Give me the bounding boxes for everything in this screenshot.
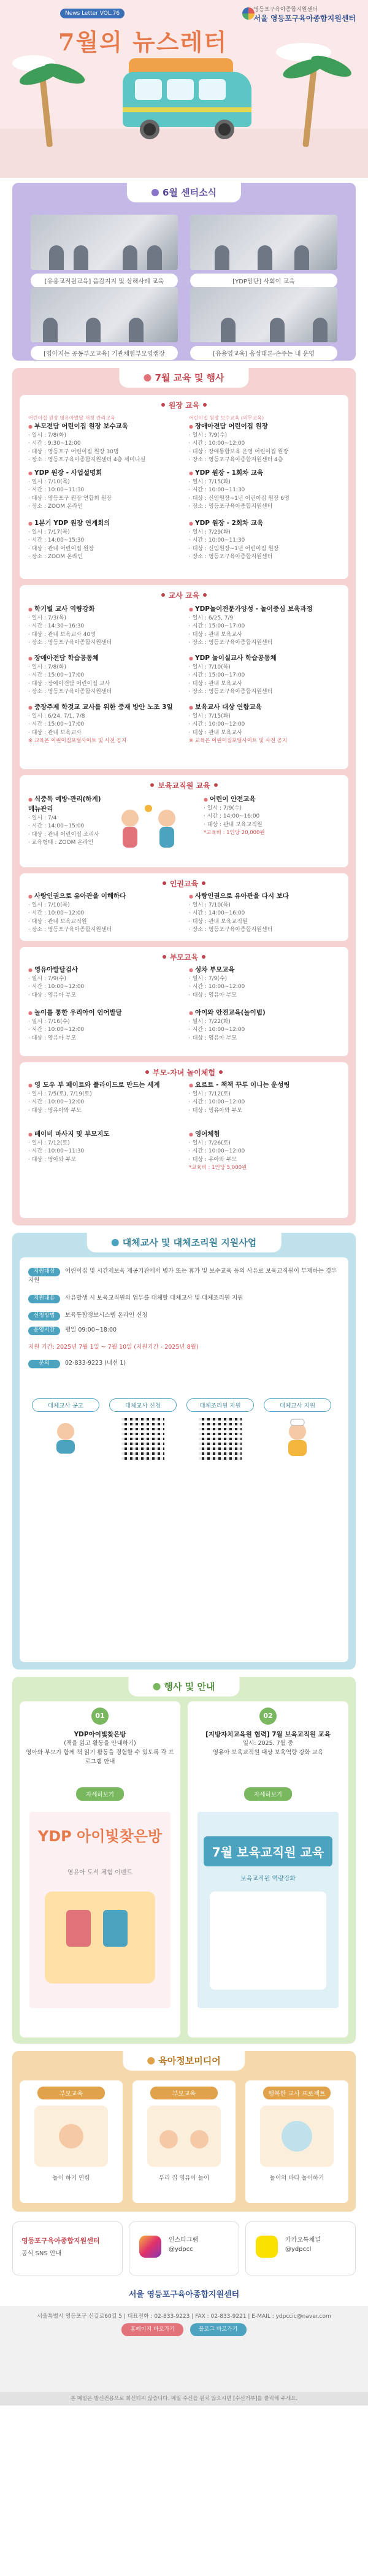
page-title: 7월의 뉴스레터: [58, 28, 228, 56]
parenting-media-section: [12, 2051, 356, 2212]
program-item[interactable]: ● 보육교사 대상 연합교육 · 일시 : 7/15(화) · 시간 : 10:00~12:00 · 대상 : 관내 보육교사 ※ 교육은 어린이집포털사이트 및 사전 공지: [189, 703, 342, 745]
program-item[interactable]: ● YDP 원장 - 사업설명회 · 일시 : 7/10(목) · 시간 : 10:00~11:30 · 대상 : 영등포구 원장 연합회 원장 · 장소 : ZOOM 온라인: [28, 469, 182, 512]
center-logo[interactable]: [254, 6, 356, 23]
homepage-button[interactable]: 홈페이지 바로가기: [121, 2323, 183, 2336]
event-number: 02: [259, 1708, 277, 1725]
category-parents: [20, 947, 348, 1056]
kakao-icon: [256, 2236, 278, 2258]
program-item[interactable]: ● YDP 놀이실교사 학습공동체 · 일시 : 7/10(목) · 시간 : 15:00~17:00 · 대상 : 관내 보육교사 · 장소 : 영등포구육아종합지원센터: [189, 654, 342, 697]
unsubscribe-note: 본 메일은 발신전용으로 회신되지 않습니다. 메일 수신을 원치 않으시면 [수신거부]를 클릭해 주세요.: [0, 2392, 368, 2405]
substitute-info-box: [20, 1257, 348, 1662]
program-item[interactable]: ● 어린이 안전교육 · 일시 : 7/9(수) · 시간 : 14:00~16:00 · 대상 : 관내 보육교직원 *교육비 : 1인당 20,000원: [204, 795, 357, 837]
section-title: 6월 센터소식: [127, 182, 241, 202]
program-item[interactable]: ● 사랑인권으로 유아관을 다시 보다 · 일시 : 7/10(목) · 시간 : 14:00~16:00 · 대상 : 관내 보육교직원 · 장소 : 영등포구육아종합지원센터: [189, 892, 342, 935]
program-item[interactable]: ● 성차 부모교육 · 일시 : 7/9(수) · 시간 : 10:00~12:00 · 대상 : 영유아 부모: [189, 965, 342, 1000]
event-number: 01: [91, 1708, 109, 1725]
substitute-teacher-section: [12, 1233, 356, 1669]
program-item[interactable]: ● 장애아전담 학습공동체 · 일시 : 7/8(화) · 시간 : 15:00~17:00 · 대상 : 장애아전담 어린이집 교사 · 장소 : 영등포구육아종합지원센터: [28, 654, 182, 697]
palm-leaf-icon: [42, 59, 87, 88]
category-title: 인권교육: [20, 873, 348, 889]
person-icon: [112, 1239, 119, 1246]
footer: [0, 2306, 368, 2392]
program-item[interactable]: ● 영어체험 · 일시 : 7/26(토) · 시간 : 10:00~12:00 · 대상 : 유아와 부모 *교육비 : 1인당 5,000원: [189, 1130, 342, 1172]
qr-card[interactable]: 대체조리원 지원: [186, 1398, 254, 1460]
kakao-channel-link[interactable]: 카카오톡채널 @ydpccl: [245, 2221, 356, 2275]
qr-code-icon[interactable]: [199, 1417, 242, 1460]
news-photo: [31, 215, 178, 270]
program-item[interactable]: ● 1분기 YDP 원장 연계회의 · 일시 : 7/17(목) · 시간 : 14:00~15:30 · 대상 : 관내 어린이집 원장 · 장소 : ZOOM 온라인: [28, 519, 182, 562]
program-item[interactable]: ● 식중독 예방·관리(하계) 메뉴관리 · 일시 : 7/4 · 시간 : 14:00~15:00 · 대상 : 관내 어린이집 조리사 · 교육형태 : ZOOM 온라인: [28, 795, 102, 848]
media-card[interactable]: 행복한 교사 프로젝트 놀이의 바다 놀이하기: [245, 2080, 348, 2203]
photo-caption: [유용영교육] 음성대론-손주는 내 운명: [190, 346, 337, 360]
media-card[interactable]: 부모교육 우리 집 영유아 놀이: [132, 2080, 236, 2203]
bus-illustration: [123, 58, 264, 144]
event-poster[interactable]: YDP 아이빛찾은방 영유아 도서 체험 이벤트: [29, 1812, 171, 2008]
info-row: 문의 02-833-9223 (내선 1): [28, 1359, 340, 1368]
program-item[interactable]: ● 놀이를 통한 우리아이 언어발달 · 일시 : 7/16(수) · 시간 : 10:00~12:00 · 대상 : 영유아 부모: [28, 1008, 182, 1043]
category-title: 원장 교육: [20, 395, 348, 410]
footer-logo: 서울 영등포구육아종합지원센터: [128, 2290, 240, 2299]
event-text: YDP아이빛찾은방 (책을 읽고 활동을 안내하기) 영아와 부모가 함께 책 읽기 활동을 경험할 수 있도록 각 프로그램 안내: [26, 1731, 174, 1765]
program-item[interactable]: ● YDP 원장 - 2회차 교육 · 일시 : 7/29(화) · 시간 : 10:00~11:30 · 대상 : 신임원장~1년 어린이집 원장 · 장소 : 영등포구육아종합지원센터: [189, 519, 342, 562]
qr-card[interactable]: 대체교사 신청: [109, 1398, 177, 1460]
event-card: [188, 1701, 348, 2037]
house-icon: [151, 189, 159, 196]
info-row: 지원대상 어린이집 및 시간제보육 제공기관에서 병가 또는 휴가 및 보수교육 등의 사유로 보육교직원이 부재하는 경우 지원: [28, 1268, 337, 1284]
program-item[interactable]: ● 중장주제 학것교 교사를 위한 중재 방안 노조 3일 · 일시 : 6/24, 7/1, 7/8 · 시간 : 15:00~17:00 · 대상 : 관내 보육교사 ※ 교육은 어린이집포털사이트 및 사전 공지: [28, 703, 182, 745]
photo-caption: [영아지는 공동부모교육] 기관체험부모영캠장: [31, 346, 178, 360]
category-title: 부모-자녀 놀이체험: [20, 1062, 348, 1078]
program-item[interactable]: ● 요르트 - 책책 꾸루 이니는 운성링 · 일시 : 7/12(토) · 시간 : 10:00~12:00 · 대상 : 영유아와 부모: [189, 1081, 342, 1115]
instagram-icon: [139, 2236, 161, 2258]
event-detail-button[interactable]: 자세히보기: [76, 1787, 124, 1801]
program-item[interactable]: ● YDP 원장 - 1회차 교육 · 일시 : 7/15(화) · 시간 : 10:00~11:30 · 대상 : 신임원장~1년 어린이집 원장 6명 · 장소 : 영등포구육아종합지원센터: [189, 469, 342, 512]
megaphone-icon: [153, 1683, 161, 1690]
info-row: 운영시간 평일 09:00~18:00: [28, 1326, 340, 1335]
program-item[interactable]: ● 영 도우 부 페이트와 플라이드로 만드는 세계 · 일시 : 7/5(토), 7/19(토) · 시간 : 10:00~12:00 · 대상 : 영유아와 부모: [28, 1081, 182, 1115]
category-title: 보육교직원 교육: [20, 775, 348, 791]
center-news-section: [12, 183, 356, 361]
news-photo-card[interactable]: [190, 287, 337, 360]
category-parent-child-play: [20, 1062, 348, 1218]
media-thumbnail: [34, 2106, 108, 2167]
event-text: [지방자치교육원 협력] 7월 보육교직원 교육 일시: 2025. 7월 중 영유아 보육교직원 대상 보육역량 강화 교육: [205, 1731, 331, 1756]
footer-address: 서울특별시 영등포구 신길로60길 5 | 대표전화 : 02-833-9223 | FAX : 02-833-9221 | E-MAIL : ydpccic@naver.com: [37, 2313, 331, 2320]
category-human-rights: [20, 873, 348, 941]
section-title: 7월 교육 및 행사: [119, 367, 248, 388]
event-poster[interactable]: 7월 보육교직원 교육 보육교직원 역량강화: [197, 1812, 339, 2008]
event-detail-button[interactable]: 자세히보기: [244, 1787, 292, 1801]
news-photo-card[interactable]: [31, 215, 178, 288]
center-logo-icon: [242, 7, 255, 20]
cook-illustration: [270, 1417, 325, 1460]
program-item[interactable]: ● 아이와 안전교육(놀이법) · 일시 : 7/22(화) · 시간 : 10:00~12:00 · 대상 : 영유아 부모: [189, 1008, 342, 1043]
program-item[interactable]: 어린이집 원장 영유아발달 재정 관리교육 ● 부모전담 어린이집 원장 보수교육 · 일시 : 7/8(화) · 시간 : 9:30~12:00 · 대상 : 영등포구 어린이집 원장 30명 · 장소 : 영등포구육아종합지원센터 4층 세미나실: [28, 415, 182, 465]
category-title: 부모교육: [20, 947, 348, 962]
program-item[interactable]: ● 학기별 교사 역량강화 · 일시 : 7/3(목) · 시간 : 14:30~16:30 · 대상 : 관내 보육교사 40명 · 장소 : 영등포구육아종합지원센터: [28, 605, 182, 648]
news-photo: [190, 287, 337, 342]
qr-code-icon[interactable]: [121, 1417, 164, 1460]
category-childcare: [20, 775, 348, 867]
category-director: [20, 395, 348, 579]
event-section: [12, 1677, 356, 2044]
sns-section: [12, 2221, 356, 2275]
program-item[interactable]: ● 영유아발달검사 · 일시 : 7/9(수) · 시간 : 10:00~12:00 · 대상 : 영유아 부모: [28, 965, 182, 1000]
section-title: 육아정보미디어: [123, 2050, 245, 2071]
media-thumbnail: [147, 2106, 221, 2167]
info-row: 신청방법 보육통합정보시스템 온라인 신청: [28, 1311, 340, 1321]
children-illustration: [105, 800, 197, 855]
program-item[interactable]: ● 사랑인권으로 유아관을 이해하다 · 일시 : 7/10(목) · 시간 : 10:00~12:00 · 대상 : 관내 보육교직원 · 장소 : 영등포구육아종합지원센터: [28, 892, 182, 935]
category-title: 교사 교육: [20, 585, 348, 600]
media-thumbnail: [260, 2106, 334, 2167]
logo-subtitle: 영등포구육아종합지원센터: [253, 7, 318, 13]
photo-caption: [유용교직원교육] 음감지지 및 상해사례 교육: [31, 274, 178, 288]
news-photo-card[interactable]: [190, 215, 337, 288]
qr-card[interactable]: 대체교사 지원: [264, 1398, 331, 1462]
blog-button[interactable]: 블로그 바로가기: [190, 2323, 247, 2336]
section-title: 대체교사 및 대체조리원 지원사업: [87, 1232, 282, 1252]
program-section: [12, 368, 356, 1225]
news-photo: [31, 287, 178, 342]
photo-caption: [YDP맘단] 사회이 교육: [190, 274, 337, 288]
bottom-bar: [0, 2392, 368, 2576]
instagram-link[interactable]: 인스타그램 @ydpcc: [129, 2221, 239, 2275]
program-item[interactable]: 어린이집 원장 보수교육 (의무교육) ● 장애아전담 어린이집 원장 · 일시 : 7/9(수) · 시간 : 10:00~12:00 · 대상 : 장애통합보육 운영 어린이집 원장 · 장소 : 영등포구육아종합지원센터 4층: [189, 415, 342, 465]
news-photo: [190, 215, 337, 270]
calendar-icon: [144, 374, 151, 381]
newsletter-header: [0, 0, 368, 178]
teacher-illustration: [38, 1418, 93, 1455]
news-photo-card[interactable]: [31, 287, 178, 360]
event-card: [20, 1701, 180, 2037]
sns-center-box: 영등포구육아종합지원센터 공식 SNS 안내: [12, 2221, 123, 2275]
program-item[interactable]: ● YDP놀이전문가양성 - 놀이중심 보육과정 · 일시 : 6/25, 7/9 · 시간 : 15:00~17:00 · 대상 : 관내 보육교사 · 장소 : 영등포구육아종합지원센터: [189, 605, 342, 648]
media-card[interactable]: 부모교육 놀이 하기 연령: [20, 2080, 123, 2203]
logo-name: 서울 영등포구육아종합지원센터: [253, 14, 356, 23]
program-item[interactable]: ● 베이비 마사지 및 부모지도 · 일시 : 7/12(토) · 시간 : 10:00~11:30 · 대상 : 영아와 부모: [28, 1130, 182, 1164]
section-title: 행사 및 안내: [129, 1676, 240, 1696]
notice-text: 지원 기간: 2025년 7월 1일 ~ 7월 10일 (지원기간 - 2025년 8월): [28, 1344, 199, 1351]
info-row: 지원내용 사유발생 시 보육교직원의 업무를 대체할 대체교사 및 대체조리원 지원: [28, 1294, 340, 1303]
volume-badge: News Letter VOL.76: [60, 9, 125, 18]
qr-card[interactable]: 대체교사 공고: [32, 1398, 99, 1457]
category-teacher: [20, 585, 348, 769]
play-icon: [147, 2057, 155, 2064]
